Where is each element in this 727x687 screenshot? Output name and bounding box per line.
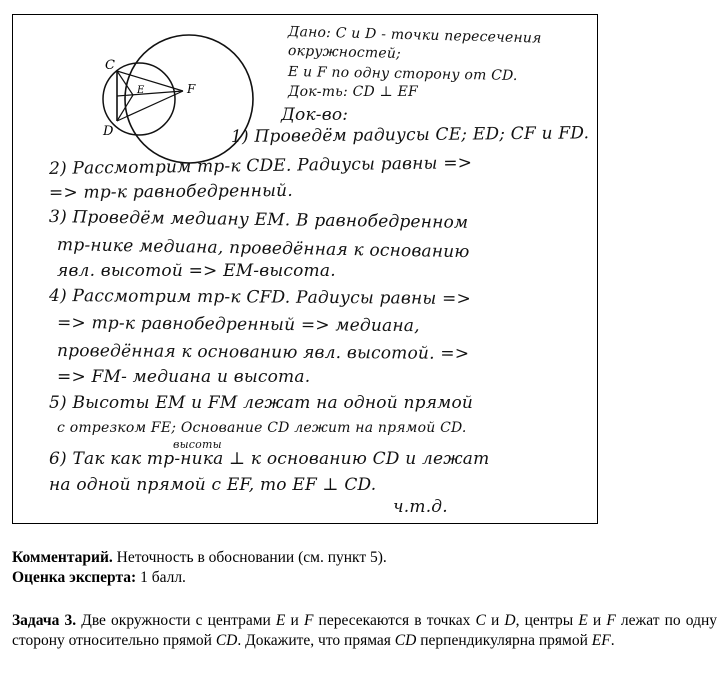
- handwritten-solution-scan: [12, 14, 598, 524]
- task-var: D: [504, 612, 516, 629]
- task-text: и: [485, 612, 505, 629]
- task-label: Задача 3.: [12, 612, 77, 629]
- proof-line-1: 1) Проведём радиусы CE; ED; CF и FD.: [230, 123, 590, 147]
- comment-text: Неточность в обосновании (см. пункт 5).: [112, 549, 387, 566]
- proof-line-12: с отрезком FE; Основание CD лежит на прямой CD.: [57, 420, 467, 436]
- proof-line-10: => FM- медиана и высота.: [57, 367, 311, 387]
- given-line-4: Док-ть: CD ⊥ EF: [288, 84, 418, 100]
- task-var: E: [275, 612, 286, 629]
- task-text: перпендикулярна прямой: [416, 632, 592, 649]
- label-d: D: [103, 124, 114, 139]
- label-f: F: [187, 82, 196, 96]
- task-text: и: [587, 612, 607, 629]
- qed: ч.т.д.: [393, 497, 448, 517]
- task-text: Две окружности с центрами: [76, 612, 276, 629]
- proof-line-11: 5) Высоты EM и FM лежат на одной прямой: [49, 393, 474, 413]
- given-line-1: Дано: C и D - точки пересечения: [287, 24, 542, 47]
- proof-header: Док-во:: [281, 105, 349, 125]
- task-var: CD: [215, 632, 238, 649]
- proof-line-8: => тр-к равнобедренный => медиана,: [56, 313, 420, 337]
- insert-word: высоты: [173, 438, 222, 451]
- proof-line-9: проведённая к основанию явл. высотой. =>: [56, 341, 470, 364]
- expert-comment: [12, 548, 717, 588]
- task-text: пересекаются в точках: [313, 612, 476, 629]
- proof-line-3: => тр-к равнобедренный.: [48, 180, 293, 203]
- task-text: . Докажите, что прямая: [237, 632, 395, 649]
- task-text: и: [285, 612, 304, 629]
- proof-line-6: явл. высотой => EM-высота.: [57, 261, 336, 281]
- task-var: EF: [591, 632, 611, 649]
- comment-label: Комментарий.: [12, 549, 113, 566]
- label-c: C: [105, 58, 115, 73]
- circles-figure: [95, 21, 275, 171]
- label-e: E: [137, 85, 145, 96]
- proof-line-13: 6) Так как тр-ника ⊥ к основанию CD и лежат: [49, 449, 490, 469]
- task-text: лежат по одну сторону относительно прямой: [12, 612, 718, 649]
- task-var: F: [303, 612, 314, 629]
- proof-line-4: 3) Проведём медиану EM. В равнобедренном: [48, 207, 469, 233]
- task-var: C: [475, 612, 486, 629]
- task-var: E: [578, 612, 588, 629]
- given-line-3: E и F по одну сторону от CD.: [287, 64, 518, 85]
- score-text: 1 балл.: [136, 569, 186, 586]
- proof-line-14: на одной прямой с EF, то EF ⊥ CD.: [49, 475, 377, 495]
- task-statement: [12, 611, 717, 651]
- task-var: CD: [394, 632, 417, 649]
- task-var: F: [606, 612, 616, 629]
- proof-line-2: 2) Рассмотрим тр-к CDE. Радиусы равны =>: [48, 153, 473, 179]
- given-line-2: окружностей;: [287, 43, 402, 62]
- score-label: Оценка эксперта:: [12, 569, 137, 586]
- task-text: .: [610, 632, 615, 649]
- task-text: , центры: [515, 612, 579, 629]
- proof-line-7: 4) Рассмотрим тр-к CFD. Радиусы равны =>: [48, 286, 472, 309]
- proof-line-5: тр-нике медиана, проведённая к основанию: [56, 235, 470, 263]
